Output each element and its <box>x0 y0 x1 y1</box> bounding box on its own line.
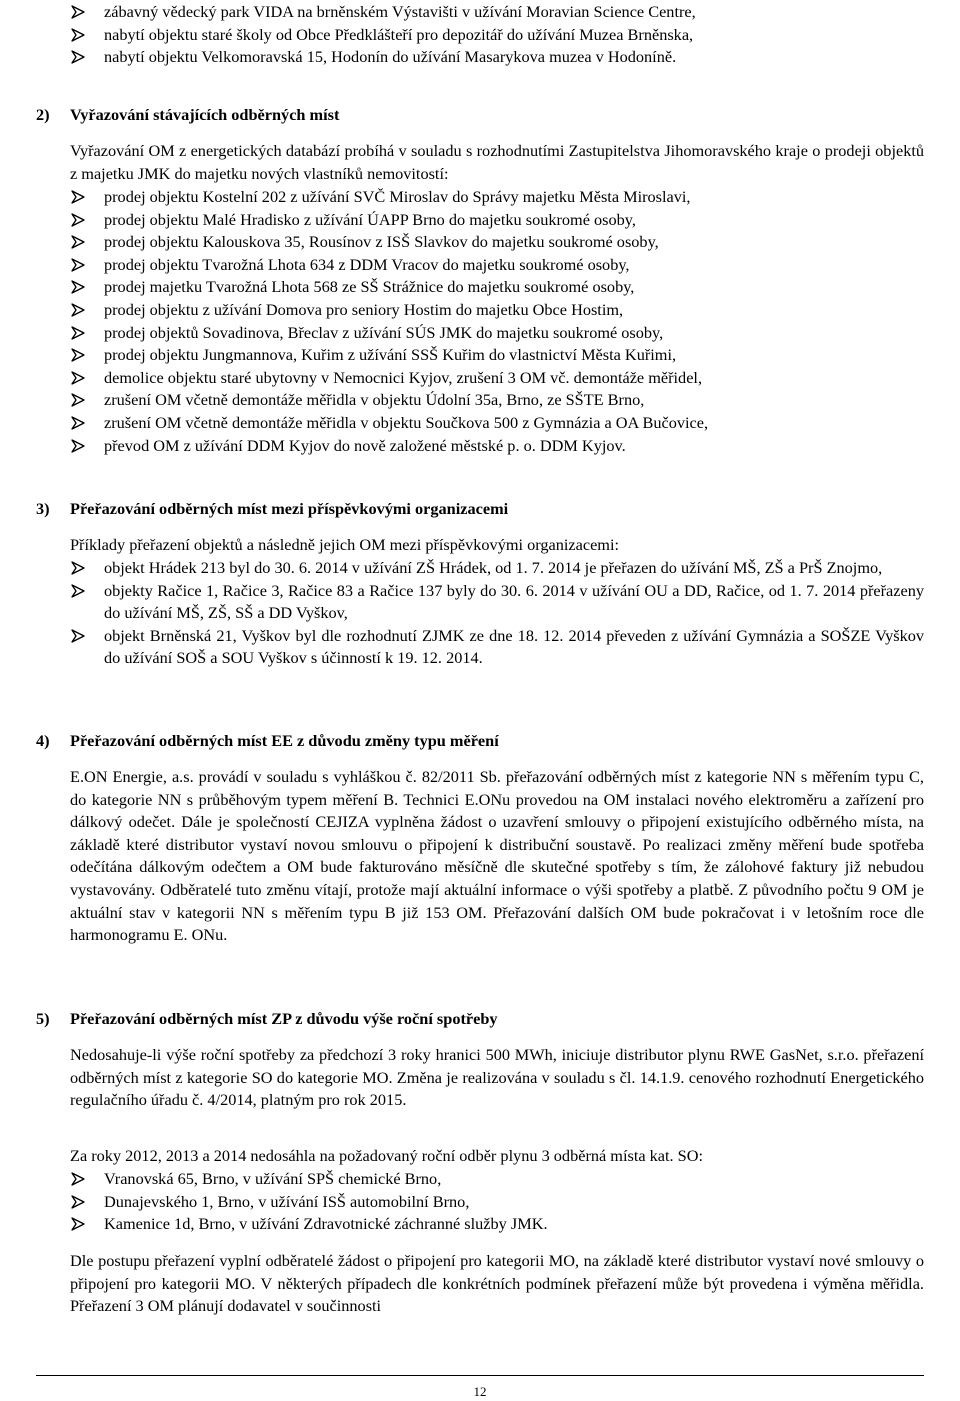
section-5-title: Přeřazování odběrných míst ZP z důvodu výše roční spotřeby <box>70 1009 498 1028</box>
list-item-text: prodej objektu z užívání Domova pro seniory Hostim do majetku Obce Hostim, <box>104 299 624 319</box>
section-5-list <box>70 1168 924 1236</box>
list-item <box>70 1213 924 1236</box>
list-item-text: nabytí objektu staré školy od Obce Předklášteří pro depozitář do užívání Muzea Brněnska, <box>104 24 694 44</box>
section-5-heading <box>36 1008 498 1031</box>
list-item <box>70 186 924 209</box>
list-item <box>70 389 924 412</box>
list-item <box>70 1 924 24</box>
list-item-text: zábavný vědecký park VIDA na brněnském Výstavišti v užívání Moravian Science Centre, <box>104 2 696 21</box>
arrow-bullet-icon <box>70 276 90 298</box>
arrow-bullet-icon <box>70 299 90 321</box>
arrow-bullet-icon <box>70 254 90 276</box>
arrow-bullet-icon <box>70 367 90 389</box>
list-item-text: zrušení OM včetně demontáže měřidla v objektu Součkova 500 z Gymnázia a OA Bučovice, <box>104 412 709 432</box>
section-2-heading <box>36 104 339 127</box>
list-item-text: zrušení OM včetně demontáže měřidla v objektu Údolní 35a, Brno, ze SŠTE Brno, <box>104 390 645 410</box>
section-3-number: 3) <box>36 499 50 518</box>
footer-divider <box>36 1375 924 1376</box>
page-number: 12 <box>473 1384 487 1399</box>
top-list <box>70 1 924 69</box>
arrow-bullet-icon <box>70 231 90 253</box>
section-3-list <box>70 557 924 670</box>
arrow-bullet-icon <box>70 435 90 457</box>
arrow-bullet-icon <box>70 389 90 411</box>
section-5-paragraph-1: Nedosahuje-li výše roční spotřeby za předchozí 3 roky hranici 500 MWh, iniciuje distributor plynu RWE GasNet, s.r.o. přeřazení odběrných míst z kategorie SO do kategorie MO. Změna je realizována v souladu s čl. 14.1.9. cenového rozhodnutí Energetického regulačního úřadu č. 4/2014, platným pro rok 2015. <box>70 1045 924 1110</box>
list-item <box>70 412 924 435</box>
list-item <box>70 625 924 670</box>
list-item <box>70 254 924 277</box>
list-item-text: objekt Brněnská 21, Vyškov byl dle rozhodnutí ZJMK ze dne 18. 12. 2014 převeden z užívání Gymnázia a SOŠZE Vyškov do užívání SOŠ a SOU Vyškov s účinností k 19. 12. 2014. <box>104 625 924 668</box>
list-item <box>70 557 924 580</box>
list-item <box>70 24 924 47</box>
arrow-bullet-icon <box>70 322 90 344</box>
list-item <box>70 1191 924 1214</box>
list-item-text: prodej objektů Sovadinova, Břeclav z užívání SÚS JMK do majetku soukromé osoby, <box>104 322 664 342</box>
section-5-number: 5) <box>36 1009 50 1028</box>
list-item-text: prodej objektu Kostelní 202 z užívání SVČ Miroslav do Správy majetku Města Miroslavi, <box>104 187 691 206</box>
list-item <box>70 435 924 458</box>
list-item-text: prodej objektu Tvarožná Lhota 634 z DDM Vracov do majetku soukromé osoby, <box>104 254 630 274</box>
section-3-intro: Příklady přeřazení objektů a následně jejich OM mezi příspěvkovými organizacemi: <box>70 535 620 554</box>
arrow-bullet-icon <box>70 46 90 68</box>
arrow-bullet-icon <box>70 412 90 434</box>
section-5-paragraph-2: Za roky 2012, 2013 a 2014 nedosáhla na požadovaný roční odběr plynu 3 odběrná místa kat. SO: <box>70 1146 704 1165</box>
section-4-title: Přeřazování odběrných míst EE z důvodu změny typu měření <box>70 731 499 750</box>
arrow-bullet-icon <box>70 186 90 208</box>
list-item-text: nabytí objektu Velkomoravská 15, Hodonín do užívání Masarykova muzea v Hodoníně. <box>104 47 677 67</box>
section-3-heading <box>36 498 508 521</box>
section-5-paragraph-3: Dle postupu přeřazení vyplní odběratelé žádost o připojení pro kategorii MO, na základě které distributor vystaví nové smlouvy o připojení pro kategorii MO. V některých případech dle konkrétních podmínek přeřazení může být provedena i výměna měřidla. Přeřazení 3 OM plánují dodavatel v součinnosti <box>70 1251 924 1316</box>
list-item-text: Vranovská 65, Brno, v užívání SPŠ chemické Brno, <box>104 1169 442 1188</box>
list-item-text: prodej majetku Tvarožná Lhota 568 ze SŠ Strážnice do majetku soukromé osoby, <box>104 277 635 297</box>
list-item-text: demolice objektu staré ubytovny v Nemocnici Kyjov, zrušení 3 OM vč. demontáže měřidel, <box>104 367 703 387</box>
list-item-text: prodej objektu Kalouskova 35, Rousínov z ISŠ Slavkov do majetku soukromé osoby, <box>104 232 659 252</box>
list-item <box>70 367 924 390</box>
section-4-heading <box>36 730 499 753</box>
list-item <box>70 1168 924 1191</box>
list-item <box>70 344 924 367</box>
list-item <box>70 299 924 322</box>
arrow-bullet-icon <box>70 1 90 23</box>
list-item-text: Dunajevského 1, Brno, v užívání ISŠ automobilní Brno, <box>104 1191 470 1211</box>
arrow-bullet-icon <box>70 344 90 366</box>
arrow-bullet-icon <box>70 1213 90 1235</box>
section-4-number: 4) <box>36 731 50 750</box>
arrow-bullet-icon <box>70 24 90 46</box>
section-2-number: 2) <box>36 105 50 124</box>
section-2-title: Vyřazování stávajících odběrných míst <box>70 105 340 124</box>
arrow-bullet-icon <box>70 625 90 647</box>
list-item <box>70 580 924 625</box>
list-item-text: prodej objektu Jungmannova, Kuřim z užívání SSŠ Kuřim do vlastnictví Města Kuřimi, <box>104 345 677 365</box>
list-item-text: Kamenice 1d, Brno, v užívání Zdravotnické záchranné služby JMK. <box>104 1214 548 1234</box>
section-2-list <box>70 186 924 457</box>
section-4-paragraph: E.ON Energie, a.s. provádí v souladu s vyhláškou č. 82/2011 Sb. přeřazování odběrných míst z kategorie NN s měřením typu C, do kategorie NN s průběhovým typem měření B. Technici E.ONu provedou na OM instalaci nového elektroměru a zařízení pro dálkový odečet. Dále je společností CEJIZA vyplněna žádost o uzavření smlouvy o připojení existujícího odběrného místa, na základě které distributor vystaví novou smlouvu o připojení k distribuční soustavě. Po realizaci změny měření bude spotřeba odečítána dálkovým odečtem a OM bude fakturováno měsíčně dle skutečné spotřeby s tím, že zálohové faktury již nebudou vystavovány. Odběratelé tuto změnu vítají, protože mají aktuální informace o výši spotřeby a platbě. Z původního počtu 9 OM je aktuální stav v kategorii NN s měřením typu B již 153 OM. Přeřazování dalších OM bude pokračovat i v letošním roce dle harmonogramu E. ONu. <box>70 767 924 945</box>
list-item-text: objekty Račice 1, Račice 3, Račice 83 a Račice 137 byly do 30. 6. 2014 v užívání OU a DD, Račice, od 1. 7. 2014 přeřazeny do užívání MŠ, ZŠ, SŠ a DD Vyškov, <box>104 580 924 623</box>
list-item-text: převod OM z užívání DDM Kyjov do nově založené městské p. o. DDM Kyjov. <box>104 435 626 455</box>
section-2-intro: Vyřazování OM z energetických databází probíhá v souladu s rozhodnutími Zastupitelstva Jihomoravského kraje o prodeji objektů z majetku JMK do majetku nových vlastníků nemovitostí: <box>70 141 924 183</box>
list-item <box>70 231 924 254</box>
arrow-bullet-icon <box>70 580 90 602</box>
list-item <box>70 322 924 345</box>
list-item-text: objekt Hrádek 213 byl do 30. 6. 2014 v užívání ZŠ Hrádek, od 1. 7. 2014 je přeřazen do užívání MŠ, ZŠ a PrŠ Znojmo, <box>104 558 883 577</box>
arrow-bullet-icon <box>70 1168 90 1190</box>
list-item <box>70 276 924 299</box>
arrow-bullet-icon <box>70 209 90 231</box>
section-3-title: Přeřazování odběrných míst mezi příspěvkovými organizacemi <box>70 499 509 518</box>
list-item <box>70 209 924 232</box>
arrow-bullet-icon <box>70 557 90 579</box>
arrow-bullet-icon <box>70 1191 90 1213</box>
list-item-text: prodej objektu Malé Hradisko z užívání ÚAPP Brno do majetku soukromé osoby, <box>104 209 636 229</box>
list-item <box>70 46 924 69</box>
